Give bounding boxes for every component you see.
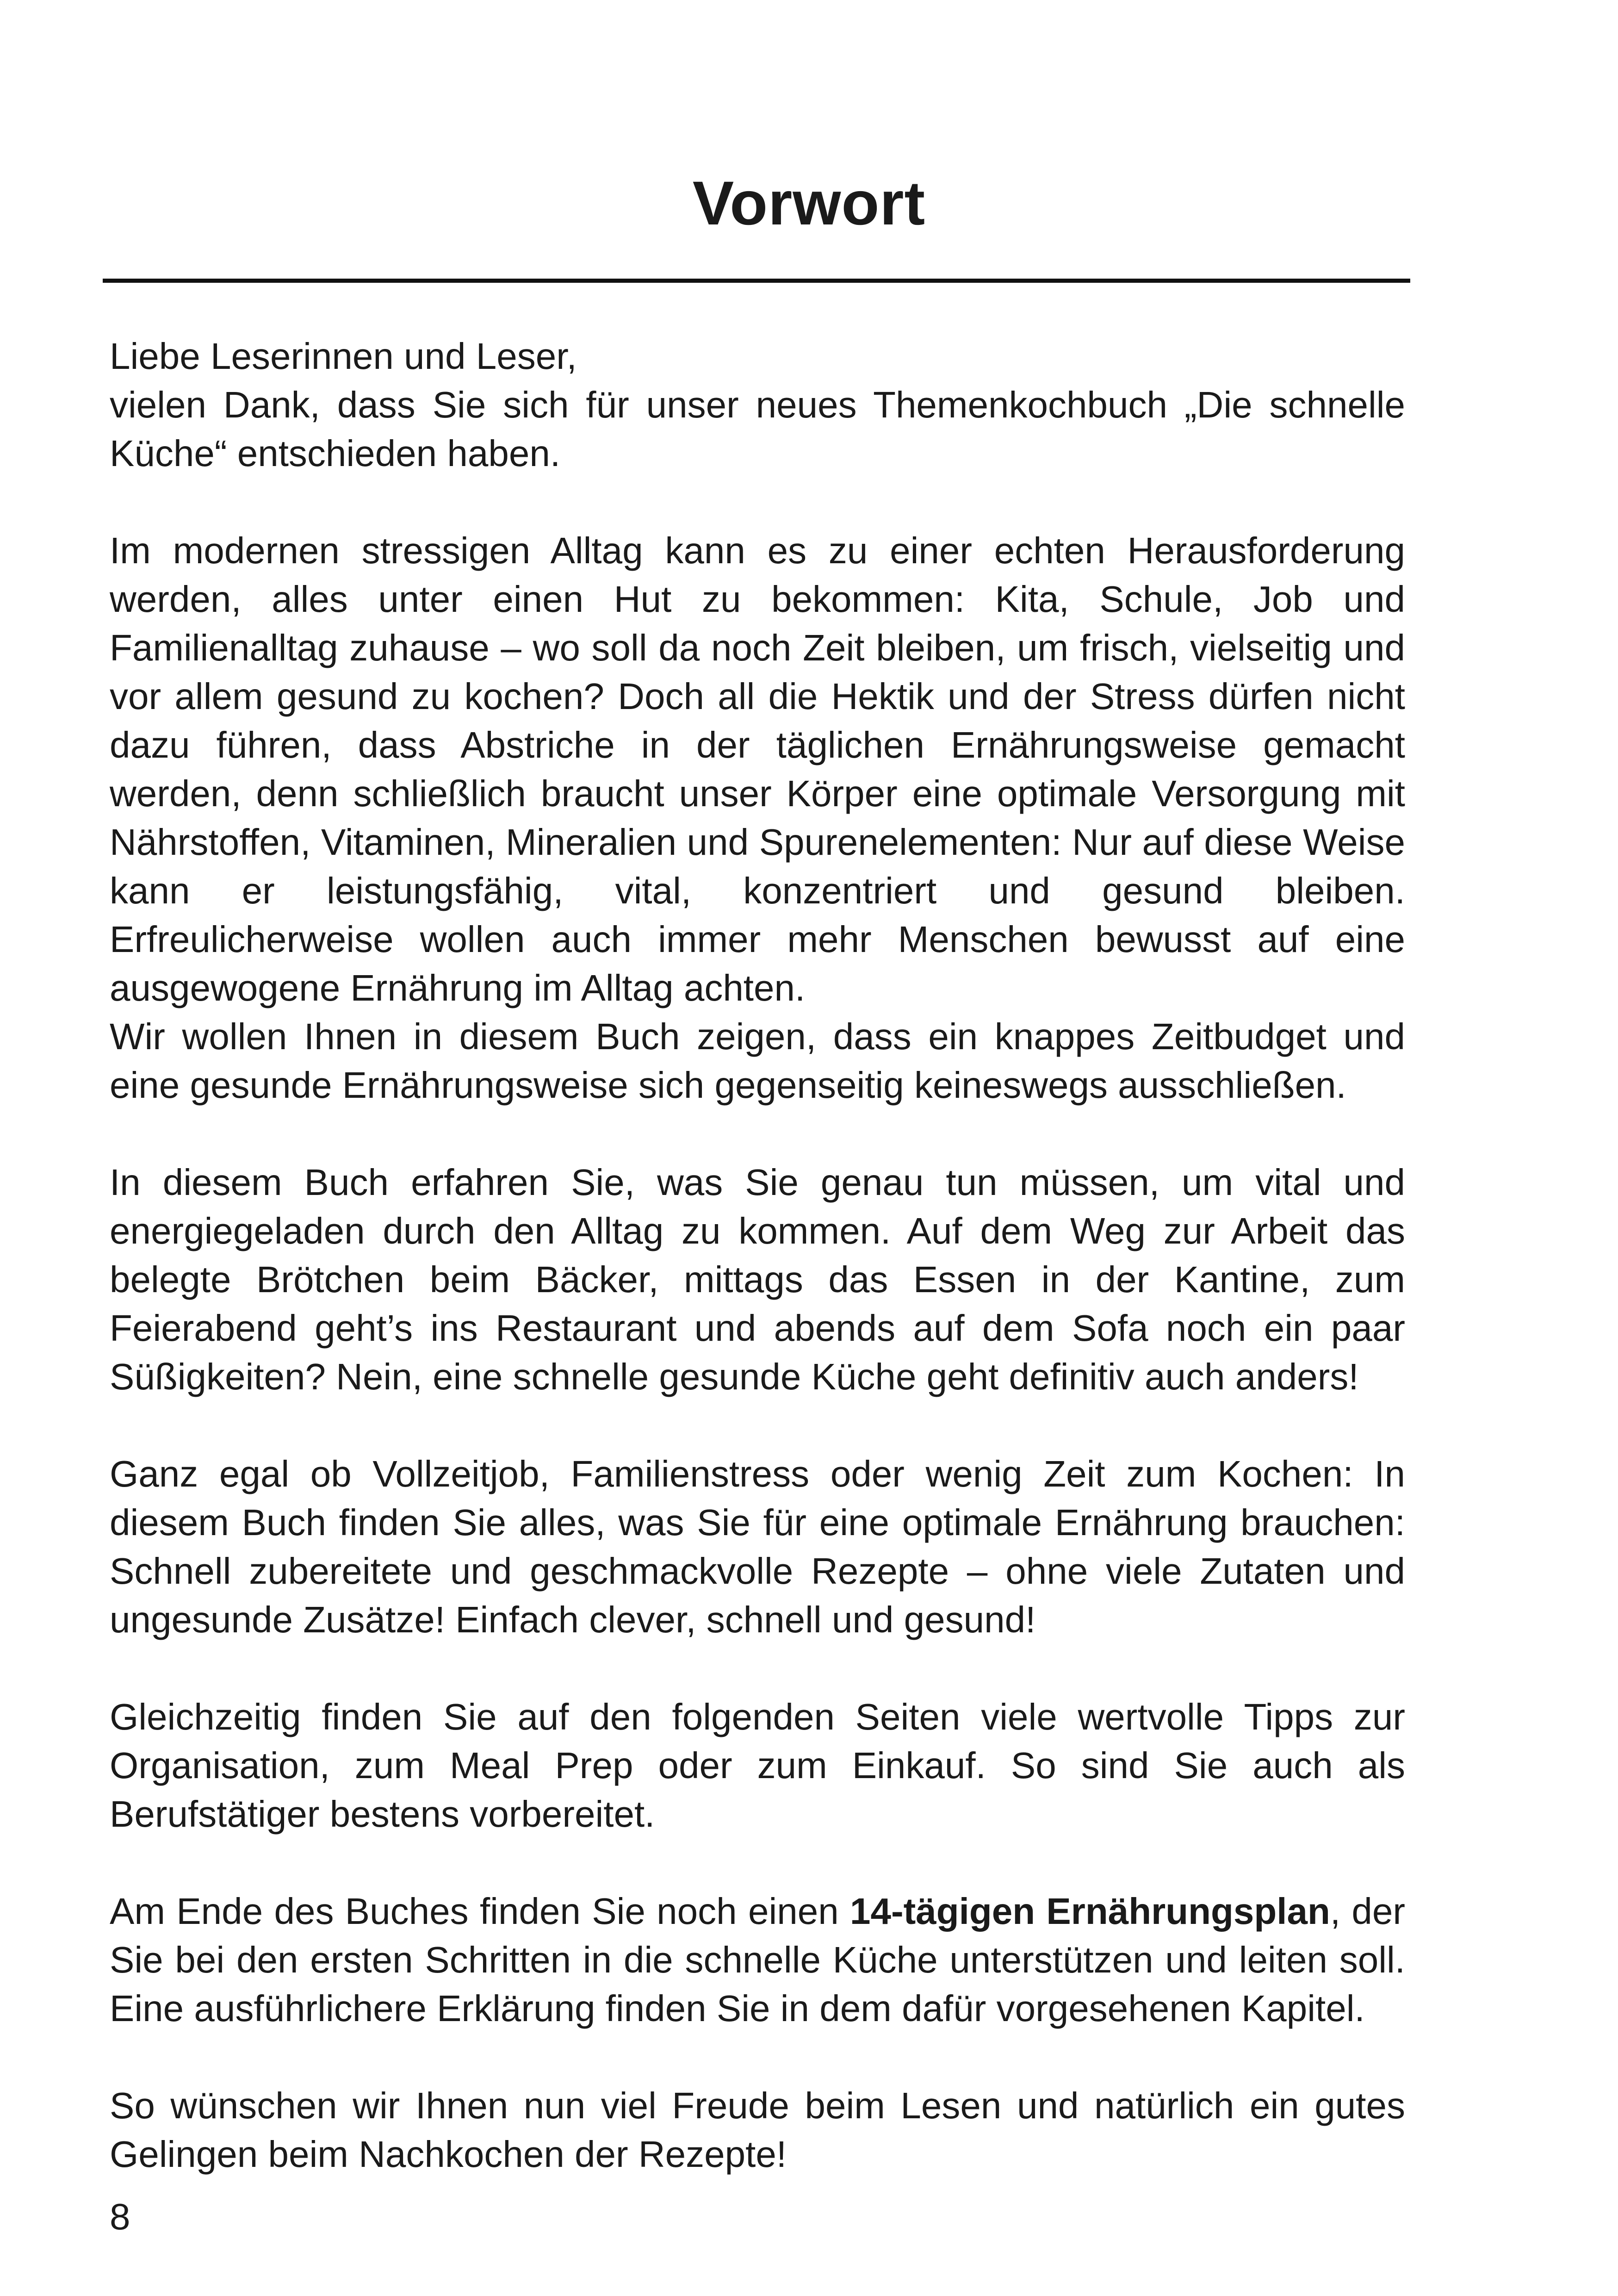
title-divider — [103, 279, 1410, 283]
nutrition-plan-text-after: , der Sie bei den ersten Schritten in die schnelle Küche unterstützen und leiten soll. Eine ausführlichere Erklärung finden Sie in dem dafür vorgesehenen Kapitel. — [110, 1891, 1405, 2029]
paragraph-intro — [110, 332, 1405, 478]
greeting: Liebe Leserinnen und Leser, — [110, 336, 577, 377]
paragraph-everyday-stress — [110, 526, 1405, 1109]
body-text — [110, 332, 1405, 2178]
page-number: 8 — [110, 2196, 130, 2237]
page-title: Vorwort — [692, 169, 926, 238]
paragraph-book-goal: Wir wollen Ihnen in diesem Buch zeigen, dass ein knappes Zeitbudget und eine gesunde Ernährungsweise sich gegenseitig keineswegs ausschließen. — [110, 1016, 1405, 1106]
nutrition-plan-highlight: 14-tägigen Ernährungsplan — [850, 1891, 1330, 1932]
paragraph-nutrition-plan — [110, 1887, 1405, 2033]
paragraph-tips: Gleichzeitig finden Sie auf den folgenden Seiten viele wertvolle Tipps zur Organisation, zum Meal Prep oder zum Einkauf. So sind Sie auch als Berufstätiger bestens vorbereitet. — [110, 1696, 1405, 1835]
paragraph-thanks: vielen Dank, dass Sie sich für unser neues Themenkochbuch „Die schnelle Küche“ entschieden haben. — [110, 384, 1405, 474]
paragraph-closing: So wünschen wir Ihnen nun viel Freude beim Lesen und natürlich ein gutes Gelingen beim Nachkochen der Rezepte! — [110, 2085, 1405, 2175]
paragraph-recipes: Ganz egal ob Vollzeitjob, Familienstress oder wenig Zeit zum Kochen: In diesem Buch finden Sie alles, was Sie für eine optimale Ernährung brauchen: Schnell zubereitete und geschmackvolle Rezepte – ohne viele Zutaten und ungesunde Zusätze! Einfach clever, schnell und gesund! — [110, 1453, 1405, 1640]
paragraph-everyday-stress-text: Im modernen stressigen Alltag kann es zu einer echten Herausforderung werden, alles unter einen Hut zu bekommen: Kita, Schule, Job und Familienalltag zuhause – wo soll da noch Zeit bleiben, um frisch, vielseitig und vor allem gesund zu kochen? Doch all die Hektik und der Stress dürfen nicht dazu führen, dass Abstriche in der täglichen Ernährungsweise gemacht werden, denn schließlich braucht unser Körper eine optimale Versorgung mit Nährstoffen, Vitaminen, Mineralien und Spurenelementen: Nur auf diese Weise kann er leistungsfähig, vital, konzentriert und gesund bleiben. Erfreulicherweise wollen auch immer mehr Menschen bewusst auf eine ausgewogene Ernährung im Alltag achten. — [110, 530, 1405, 1008]
paragraph-what-you-learn: In diesem Buch erfahren Sie, was Sie genau tun müssen, um vital und energiegeladen durch den Alltag zu kommen. Auf dem Weg zur Arbeit das belegte Brötchen beim Bäcker, mittags das Essen in der Kantine, zum Feierabend geht’s ins Restaurant und abends auf dem Sofa noch ein paar Süßigkeiten? Nein, eine schnelle gesunde Küche geht definitiv auch anders! — [110, 1162, 1405, 1397]
nutrition-plan-text-before: Am Ende des Buches finden Sie noch einen — [110, 1891, 850, 1932]
